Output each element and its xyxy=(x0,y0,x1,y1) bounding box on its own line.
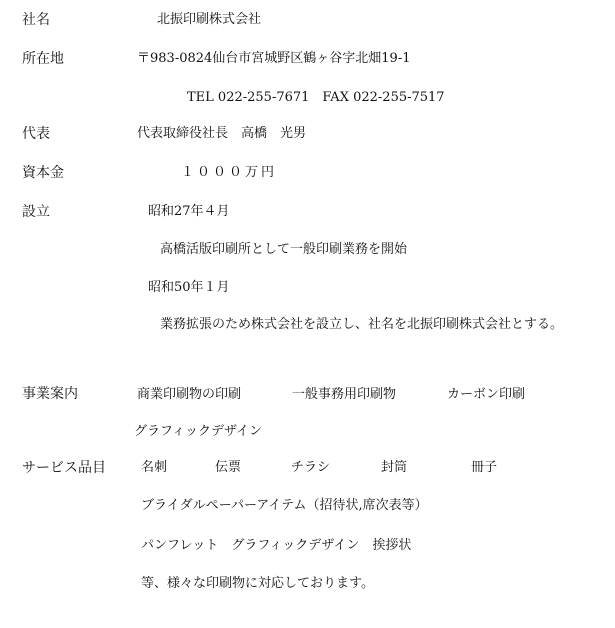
contact-numbers: TEL 022-255-7671 FAX 022-255-7517 xyxy=(187,90,445,105)
service-item: 冊子 xyxy=(471,460,498,475)
business-item: グラフィックデザイン xyxy=(134,424,263,439)
service-item: 名刺 xyxy=(141,460,168,475)
business-item: 一般事務用印刷物 xyxy=(292,387,397,402)
business-item: 商業印刷物の印刷 xyxy=(137,387,242,402)
address-label: 所在地 xyxy=(22,51,64,67)
founded-date-1: 昭和27年４月 xyxy=(148,204,230,219)
founded-desc-2: 業務拡張のため株式会社を設立し、社名を北振印刷株式会社とする。 xyxy=(160,317,564,332)
service-item: チラシ xyxy=(291,460,331,475)
representative-label: 代表 xyxy=(22,126,50,142)
service-item: 伝票 xyxy=(215,460,242,475)
services-label: サービス品目 xyxy=(22,460,106,476)
service-line-pamphlet: パンフレット グラフィックデザイン 挨拶状 xyxy=(141,538,412,553)
representative-value: 代表取締役社長 高橋 光男 xyxy=(137,126,307,141)
service-line-closing: 等、様々な印刷物に対応しております。 xyxy=(141,576,374,591)
business-item: カーボン印刷 xyxy=(447,387,526,402)
service-item: 封筒 xyxy=(381,460,408,475)
founded-desc-1: 高橋活版印刷所として一般印刷業務を開始 xyxy=(160,242,408,257)
capital-label: 資本金 xyxy=(22,165,64,181)
address-value: 〒983-0824仙台市宮城野区鶴ヶ谷字北畑19-1 xyxy=(137,51,411,66)
founded-label: 設立 xyxy=(22,204,50,220)
founded-date-2: 昭和50年１月 xyxy=(148,280,230,295)
company-name-value: 北振印刷株式会社 xyxy=(157,12,262,27)
capital-value: １０００万円 xyxy=(181,165,278,180)
company-name-label: 社名 xyxy=(22,12,50,28)
service-line-bridal: ブライダルペーパーアイテム（招待状,席次表等） xyxy=(141,498,428,513)
business-label: 事業案内 xyxy=(22,386,78,402)
